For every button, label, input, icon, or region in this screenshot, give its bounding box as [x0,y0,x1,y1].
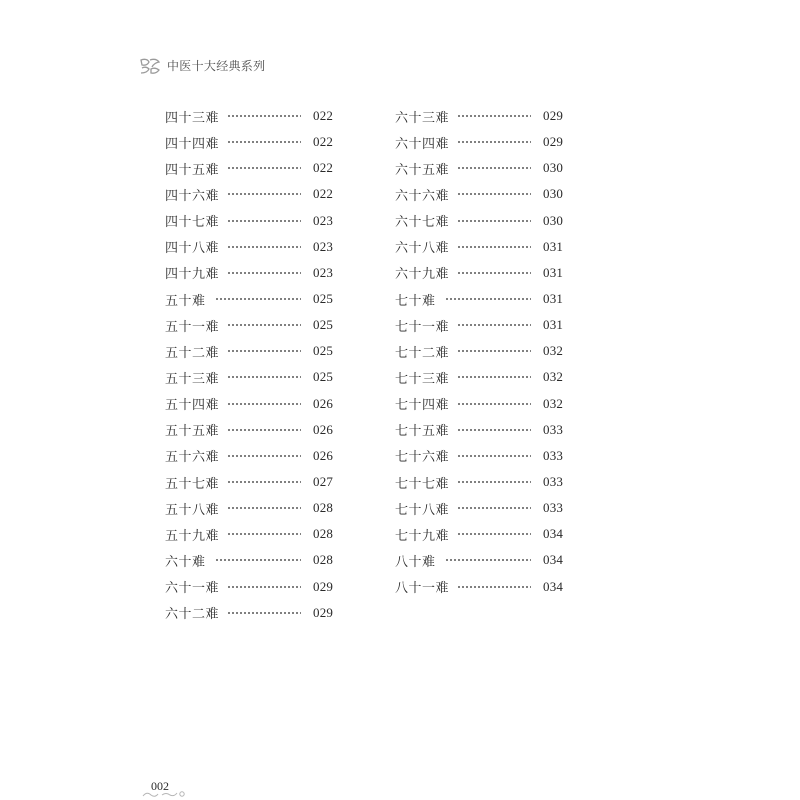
toc-entry-label: 五十七难 [165,476,220,492]
toc-entry-label: 七十难 [395,293,436,309]
toc-entry-page: 031 [543,291,564,307]
toc-leader-dots [457,429,531,431]
toc-entry[interactable] [165,181,335,207]
toc-entry-label: 七十七难 [395,476,450,492]
toc-entry[interactable] [165,495,335,521]
toc-entry-page: 025 [313,343,334,359]
toc-entry-label: 六十三难 [395,110,450,126]
toc-entry-page: 022 [313,108,334,124]
toc-entry[interactable] [165,547,335,573]
toc-entry-label: 七十五难 [395,424,450,440]
toc-entry-label: 四十八难 [165,241,220,257]
toc-leader-dots [457,455,531,457]
toc-column-right [395,103,565,600]
toc-entry[interactable] [165,129,335,155]
toc-entry-label: 四十四难 [165,136,220,152]
toc-entry[interactable] [395,338,565,364]
toc-entry-page: 033 [543,500,564,516]
toc-leader-dots [227,455,301,457]
toc-entry-page: 026 [313,421,334,437]
toc-entry-label: 八十难 [395,554,436,570]
toc-entry-page: 032 [543,343,564,359]
toc-entry-label: 四十九难 [165,267,220,283]
toc-entry-page: 023 [313,212,334,228]
toc-entry-label: 四十五难 [165,162,220,178]
toc-entry-label: 四十三难 [165,110,220,126]
toc-entry[interactable] [165,443,335,469]
toc-entry-label: 六十难 [165,554,206,570]
toc-leader-dots [227,533,301,535]
toc-entry-label: 五十一难 [165,319,220,335]
toc-leader-dots [457,350,531,352]
toc-leader-dots [215,298,301,300]
toc-entry[interactable] [165,391,335,417]
toc-entry-page: 027 [313,474,334,490]
toc-leader-dots [457,403,531,405]
toc-leader-dots [445,559,531,561]
toc-leader-dots [457,272,531,274]
toc-entry-page: 025 [313,369,334,385]
page-number: 002 [151,779,169,793]
toc-leader-dots [227,350,301,352]
toc-leader-dots [227,167,301,169]
toc-entry[interactable] [165,521,335,547]
toc-leader-dots [457,324,531,326]
toc-entry-page: 028 [313,526,334,542]
toc-entry[interactable] [165,469,335,495]
toc-leader-dots [457,141,531,143]
toc-entry-label: 七十九难 [395,528,450,544]
toc-entry-label: 五十六难 [165,450,220,466]
toc-entry-page: 029 [313,604,334,620]
toc-entry-page: 025 [313,291,334,307]
toc-entry-page: 034 [543,552,564,568]
toc-entry-label: 五十难 [165,293,206,309]
toc-leader-dots [457,533,531,535]
toc-entry[interactable] [165,234,335,260]
toc-entry-label: 六十六难 [395,188,450,204]
toc-entry[interactable] [395,155,565,181]
toc-column-left [165,103,335,626]
toc-entry[interactable] [165,417,335,443]
toc-entry[interactable] [165,600,335,626]
toc-leader-dots [227,403,301,405]
toc-entry-page: 029 [543,108,564,124]
toc-entry-label: 六十八难 [395,241,450,257]
toc-entry[interactable] [395,574,565,600]
toc-entry[interactable] [165,155,335,181]
series-title: 中医十大经典系列 [167,59,266,73]
toc-entry-page: 030 [543,212,564,228]
toc-entry-page: 033 [543,421,564,437]
toc-leader-dots [227,376,301,378]
toc-entry[interactable] [165,364,335,390]
toc-leader-dots [227,115,301,117]
series-logo-icon [140,58,160,75]
toc-entry-page: 023 [313,264,334,280]
toc-leader-dots [227,220,301,222]
toc-entry-label: 七十六难 [395,450,450,466]
toc-leader-dots [227,141,301,143]
toc-entry-page: 032 [543,395,564,411]
toc-leader-dots [227,429,301,431]
toc-leader-dots [227,481,301,483]
toc-entry[interactable] [395,181,565,207]
toc-entry-label: 五十四难 [165,398,220,414]
toc-entry[interactable] [395,391,565,417]
toc-leader-dots [445,298,531,300]
toc-entry[interactable] [165,312,335,338]
toc-leader-dots [215,559,301,561]
toc-entry[interactable] [165,338,335,364]
toc-leader-dots [227,586,301,588]
toc-entry-page: 022 [313,186,334,202]
toc-entry-page: 026 [313,395,334,411]
toc-entry[interactable] [395,103,565,129]
toc-leader-dots [227,272,301,274]
toc-leader-dots [227,612,301,614]
toc-entry-label: 五十五难 [165,424,220,440]
toc-entry[interactable] [395,286,565,312]
toc-entry-page: 033 [543,474,564,490]
toc-leader-dots [457,167,531,169]
toc-entry-label: 六十五难 [395,162,450,178]
toc-entry-label: 五十九难 [165,528,220,544]
footer-ornament-icon [142,790,188,798]
toc-entry[interactable] [395,547,565,573]
toc-entry[interactable] [395,364,565,390]
toc-leader-dots [227,324,301,326]
toc-entry-page: 031 [543,238,564,254]
toc-entry[interactable] [395,443,565,469]
toc-entry-page: 030 [543,186,564,202]
toc-entry[interactable] [395,417,565,443]
toc-entry-page: 026 [313,447,334,463]
toc-entry[interactable] [395,312,565,338]
toc-entry[interactable] [165,286,335,312]
toc-entry-page: 033 [543,447,564,463]
toc-entry-page: 028 [313,552,334,568]
toc-entry-label: 七十二难 [395,345,450,361]
toc-entry-label: 七十四难 [395,398,450,414]
toc-entry-page: 028 [313,500,334,516]
toc-entry-label: 四十六难 [165,188,220,204]
toc-entry-page: 029 [313,578,334,594]
toc-leader-dots [227,507,301,509]
toc-entry-label: 七十一难 [395,319,450,335]
toc-entry-label: 六十四难 [395,136,450,152]
toc-entry-page: 031 [543,264,564,280]
toc-entry-label: 七十八难 [395,502,450,518]
toc-entry[interactable] [395,495,565,521]
toc-entry-page: 034 [543,578,564,594]
toc-entry-label: 五十二难 [165,345,220,361]
toc-entry-page: 022 [313,160,334,176]
toc-entry-page: 034 [543,526,564,542]
toc-entry-label: 五十八难 [165,502,220,518]
toc-entry-label: 七十三难 [395,371,450,387]
toc-leader-dots [457,507,531,509]
toc-leader-dots [457,481,531,483]
toc-entry-page: 031 [543,317,564,333]
toc-entry[interactable] [165,574,335,600]
toc-entry[interactable] [395,129,565,155]
toc-entry-page: 029 [543,134,564,150]
toc-entry-page: 025 [313,317,334,333]
toc-entry[interactable] [165,260,335,286]
toc-entry-label: 四十七难 [165,215,220,231]
toc-entry-label: 六十一难 [165,581,220,597]
toc-leader-dots [227,193,301,195]
toc-leader-dots [457,586,531,588]
toc-entry-page: 030 [543,160,564,176]
toc-entry-page: 032 [543,369,564,385]
toc-entry-label: 八十一难 [395,581,450,597]
toc-entry-label: 六十二难 [165,607,220,623]
toc-entry[interactable] [395,234,565,260]
toc-entry[interactable] [395,208,565,234]
toc-entry-label: 五十三难 [165,371,220,387]
toc-entry-label: 六十九难 [395,267,450,283]
toc-entry-page: 022 [313,134,334,150]
toc-leader-dots [457,246,531,248]
toc-leader-dots [457,115,531,117]
toc-leader-dots [457,376,531,378]
toc-leader-dots [457,220,531,222]
toc-entry-label: 六十七难 [395,215,450,231]
toc-entry[interactable] [395,521,565,547]
toc-leader-dots [227,246,301,248]
toc-entry[interactable] [395,260,565,286]
running-header [140,57,265,75]
toc-leader-dots [457,193,531,195]
toc-entry[interactable] [395,469,565,495]
toc-entry[interactable] [165,103,335,129]
toc-entry-page: 023 [313,238,334,254]
toc-entry[interactable] [165,208,335,234]
